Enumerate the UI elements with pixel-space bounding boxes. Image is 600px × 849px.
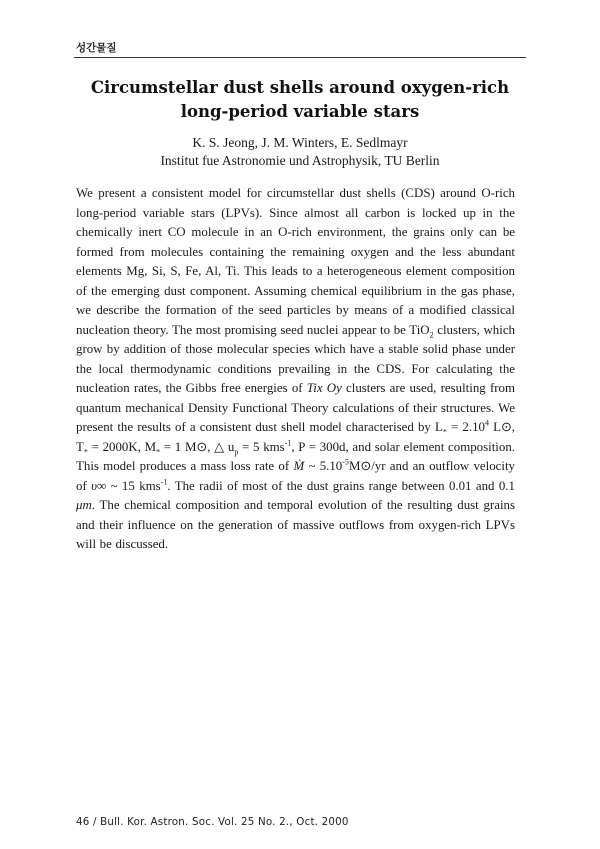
abstract-part: . The radii of most of the dust grains range between 0.01 and 0.1 bbox=[167, 478, 515, 493]
abstract-part: clusters, which grow by addition of those molecular species which have a stable solid phase under the local thermodynamic conditions prevailing in the CDS. For calculating the nucleation rates, the Gibbs free energies of bbox=[76, 322, 515, 395]
abstract-part: L⊙, T bbox=[76, 420, 515, 454]
abstract-part: = 5 kms bbox=[238, 439, 285, 454]
paper-title bbox=[74, 76, 526, 124]
title-line-1: Circumstellar dust shells around oxygen-rich bbox=[90, 78, 510, 97]
velocity-symbol: υ∞ bbox=[91, 478, 107, 493]
mass-loss-symbol: Ṁ bbox=[293, 459, 305, 473]
superscript: -1 bbox=[284, 438, 292, 448]
abstract-part: = 1 M⊙, △ u bbox=[160, 439, 235, 454]
abstract-part: ~ 5.10 bbox=[304, 459, 343, 473]
subscript-star: * bbox=[83, 447, 88, 457]
abstract-part: clusters are used, resulting from quantum mechanical Density Functional Theory calculations of their structures. We present the results of a consistent dust shell model characterised by L bbox=[76, 381, 515, 434]
page-footer: 46 / Bull. Kor. Astron. Soc. Vol. 25 No. 2., Oct. 2000 bbox=[76, 816, 349, 828]
formula-tio2: TiO bbox=[409, 322, 430, 337]
abstract-part: M⊙/yr and an outflow velocity of bbox=[76, 459, 515, 493]
abstract-part: We present a consistent model for circumstellar dust shells (CDS) around O-rich long-period variable stars (LPVs). Since almost all carbon is locked up in the chemically inert CO molecule in an O-rich environment, the grains only can be formed from molecules containing the remaining oxygen and the less abundant elements Mg, Si, S, Fe, Al, Ti. This leads to a heterogeneous element composition of the emerging dust component. Assuming chemical equilibrium in the gas phase, we describe the formation of the seed particles by means of a modified classical nucleation theory. The most promising seed nuclei appear to be bbox=[76, 186, 515, 337]
subscript: 2 bbox=[429, 330, 434, 340]
abstract-text bbox=[76, 184, 515, 555]
abstract-part: , P = 300d, and solar element composition. This model produces a mass loss rate of bbox=[76, 439, 515, 473]
formula-tixoy: Tix Oy bbox=[306, 381, 342, 395]
affiliation: Institut fue Astronomie und Astrophysik, TU Berlin bbox=[160, 153, 440, 168]
abstract-part: = 2000K, M bbox=[87, 439, 157, 454]
authors: K. S. Jeong, J. M. Winters, E. Sedlmayr bbox=[192, 135, 408, 150]
header-rule bbox=[74, 57, 526, 58]
abstract-part: = 2.10 bbox=[446, 420, 485, 434]
subscript: p bbox=[234, 447, 239, 457]
micron-unit: μm bbox=[76, 498, 92, 512]
abstract-part: . The chemical composition and temporal evolution of the resulting dust grains and their influence on the generation of massive outflows from oxygen-rich LPVs will be discussed. bbox=[76, 498, 515, 551]
abstract-part: ~ 15 kms bbox=[106, 478, 161, 493]
superscript: -5 bbox=[342, 457, 349, 467]
section-label: 성간물질 bbox=[76, 42, 117, 54]
subscript-star: * bbox=[156, 447, 161, 457]
superscript: -1 bbox=[160, 477, 168, 487]
title-line-2: long-period variable stars bbox=[180, 102, 420, 121]
superscript: 4 bbox=[484, 418, 489, 428]
subscript-star: * bbox=[442, 427, 447, 437]
